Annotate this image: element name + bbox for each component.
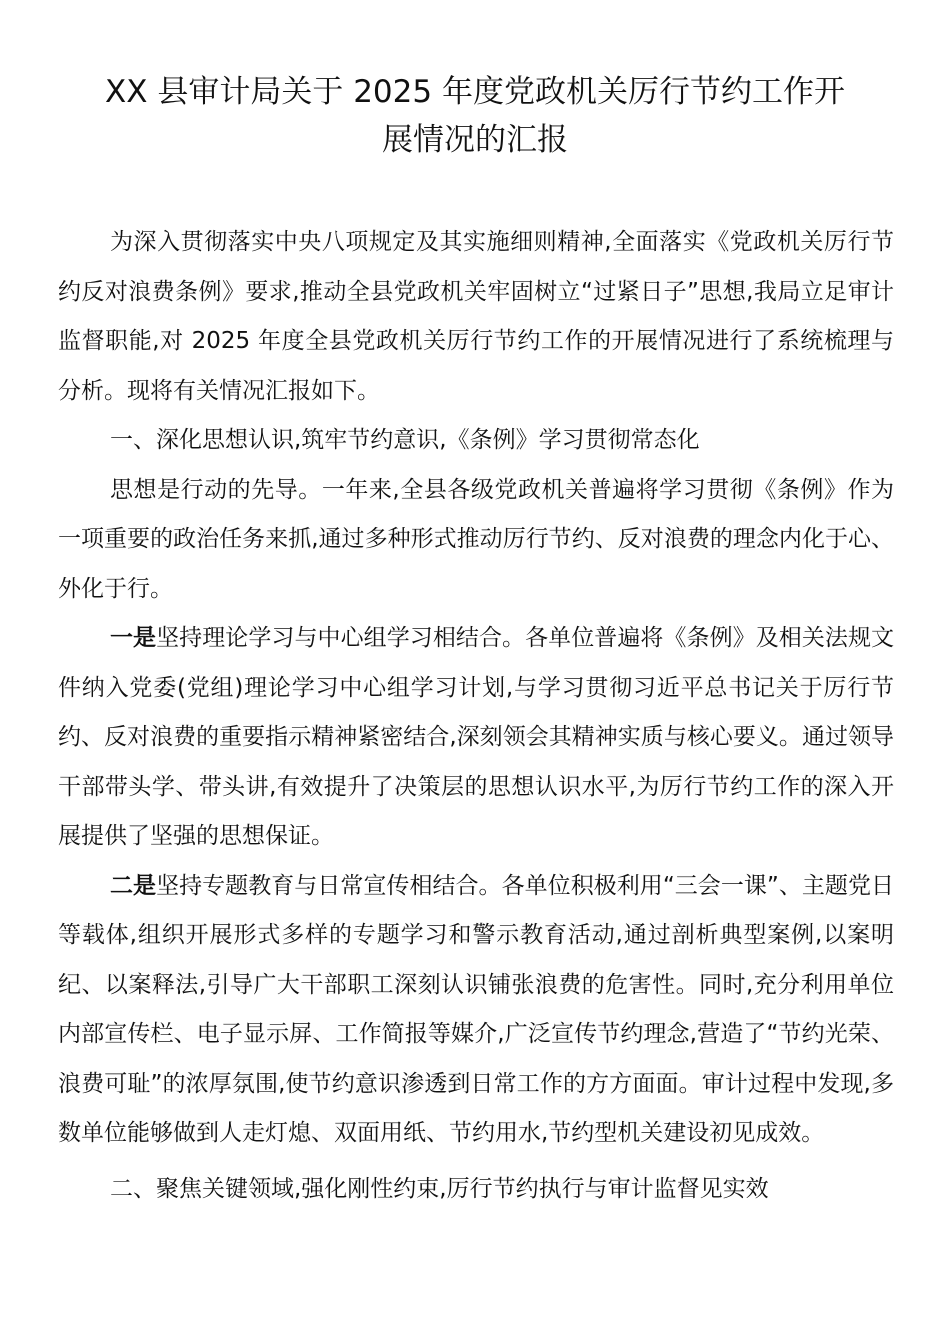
point-1-text: 坚持理论学习与中心组学习相结合。各单位普遍将《条例》及相关法规文件纳入党委(党组)理论学习中心组学习计划,与学习贯彻习近平总书记关于厉行节约、反对浪费的重要指示精神紧密结合,深刻领会其精神实质与核心要义。通过领导干部带头学、带头讲,有效提升了决策层的思想认识水平,为厉行节约工作的深入开展提供了坚强的思想保证。 (58, 625, 895, 849)
section-2-heading: 二、聚焦关键领域,强化刚性约束,厉行节约执行与审计监督见实效 (110, 1175, 769, 1202)
section-1-intro-paragraph: 思想是行动的先导。一年来,全县各级党政机关普遍将学习贯彻《条例》作为一项重要的政治任务来抓,通过多种形式推动厉行节约、反对浪费的理念内化于心、外化于行。 (58, 476, 894, 602)
point-1-label: 一是 (110, 625, 157, 651)
intro-paragraph: 为深入贯彻落实中央八项规定及其实施细则精神,全面落实《党政机关厉行节约反对浪费条例》要求,推动全县党政机关牢固树立“过紧日子”思想,我局立足审计监督职能,对 2025 年度全县党政机关厉行节约工作的开展情况进行了系统梳理与分析。现将有关情况汇报如下。 (58, 229, 894, 404)
point-2-label: 二是 (110, 872, 157, 899)
document-body (58, 218, 894, 1214)
section-1-heading: 一、深化思想认识,筑牢节约意识,《条例》学习贯彻常态化 (110, 427, 700, 453)
document-title (58, 68, 892, 164)
point-2-paragraph (58, 862, 894, 1159)
title-line-1: XX 县审计局关于 2025 年度党政机关厉行节约工作开 (105, 74, 845, 110)
title-line-2: 展情况的汇报 (382, 122, 568, 158)
point-2-text: 坚持专题教育与日常宣传相结合。各单位积极利用“三会一课”、主题党日等载体,组织开展形式多样的专题学习和警示教育活动,通过剖析典型案例,以案明纪、以案释法,引导广大干部职工深刻认识铺张浪费的危害性。同时,充分利用单位内部宣传栏、电子显示屏、工作简报等媒介,广泛宣传节约理念,营造了“节约光荣、浪费可耻”的浓厚氛围,使节约意识渗透到日常工作的方方面面。审计过程中发现,多数单位能够做到人走灯熄、双面用纸、节约用水,节约型机关建设初见成效。 (58, 872, 894, 1146)
point-1-paragraph (58, 614, 894, 862)
